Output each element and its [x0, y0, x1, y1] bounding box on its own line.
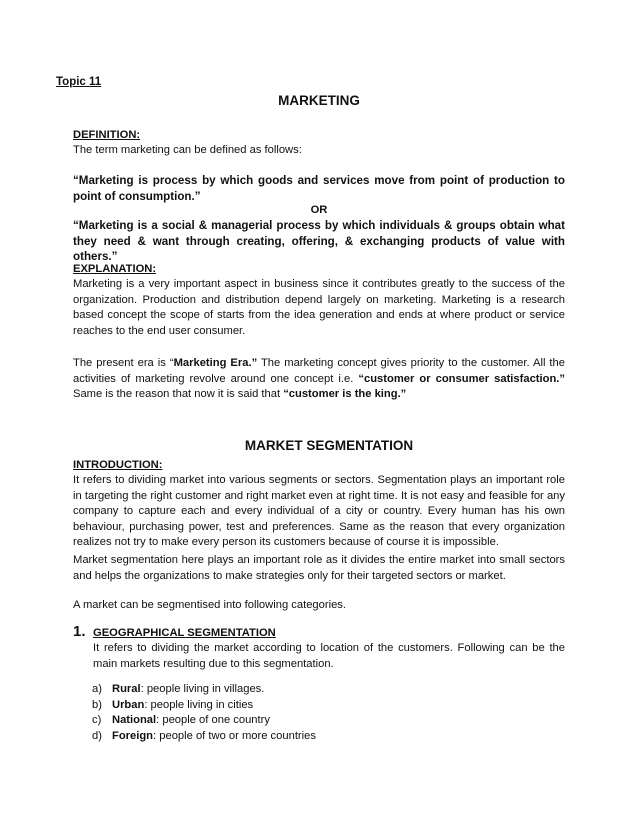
segmentation-paragraph-2: Market segmentation here plays an important role as it divides the entire market into small sectors and helps the organizations to make strategies only for their targeted sectors or market. — [73, 554, 565, 582]
segmentation-paragraph-3: A market can be segmentised into following categories. — [73, 599, 347, 611]
era-text-3: Same is the reason that now it is said that — [73, 388, 284, 401]
era-bold-3: “customer is the king.” — [283, 388, 407, 401]
or-label: OR — [310, 204, 328, 216]
marketing-title: MARKETING — [278, 93, 360, 108]
item-number: 1. — [73, 623, 86, 640]
quote-2: “Marketing is a social & managerial process by which individuals & groups obtain what they need & want through creating, offering, & exchanging products of value with others.” — [73, 219, 565, 264]
era-paragraph — [73, 356, 565, 403]
era-text-2: The marketing concept gives priority to the customer. All the activities of marketing revolve around one concept i.e. — [73, 357, 565, 385]
era-text-1: The present era is “ — [73, 357, 174, 369]
quote-1: “Marketing is process by which goods and services move from point of production to point of consumption.” — [73, 174, 565, 203]
list-item: d) Foreign : people of two or more countries — [92, 729, 316, 742]
topic-label: Topic 11 — [56, 76, 102, 88]
list-item: c) National : people of one country — [92, 714, 270, 727]
explanation-heading: EXPLANATION: — [73, 263, 157, 275]
era-bold-1: Marketing Era.” — [173, 357, 258, 369]
definition-heading: DEFINITION: — [73, 129, 141, 141]
explanation-text: Marketing is a very important aspect in business since it contributes greatly to the success of the organization. Production and distribution depend largely on marketing. Marketing is a research based concept the scope of starts from the idea generation and ends at where product or service reaches to the end user consumer. — [73, 278, 565, 337]
segment-list — [92, 682, 552, 744]
introduction-text: It refers to dividing market into various segments or sectors. Segmentation plays an important role in targeting the right customer and right market even at right time. It is not easy and feasible for any company to capture each and every individual of a city or country. Every human has his own behaviour, purchasing power, test and preferences. Same as the reason that every organization realizes not try to make every person its customers because of course it is impossible. — [73, 474, 565, 549]
geographical-text: It refers to dividing the market according to location of the customers. Following can be the main markets resulting due to this segmentation. — [93, 642, 565, 670]
list-item: b) Urban : people living in cities — [92, 698, 254, 711]
definition-intro: The term marketing can be defined as follows: — [73, 144, 302, 156]
segmentation-title: MARKET SEGMENTATION — [244, 438, 414, 453]
list-item: a) Rural : people living in villages. — [92, 683, 265, 695]
geographical-heading: GEOGRAPHICAL SEGMENTATION — [93, 627, 276, 639]
introduction-heading: INTRODUCTION: — [73, 459, 163, 471]
era-bold-2: “customer or consumer satisfaction.” — [358, 372, 566, 385]
